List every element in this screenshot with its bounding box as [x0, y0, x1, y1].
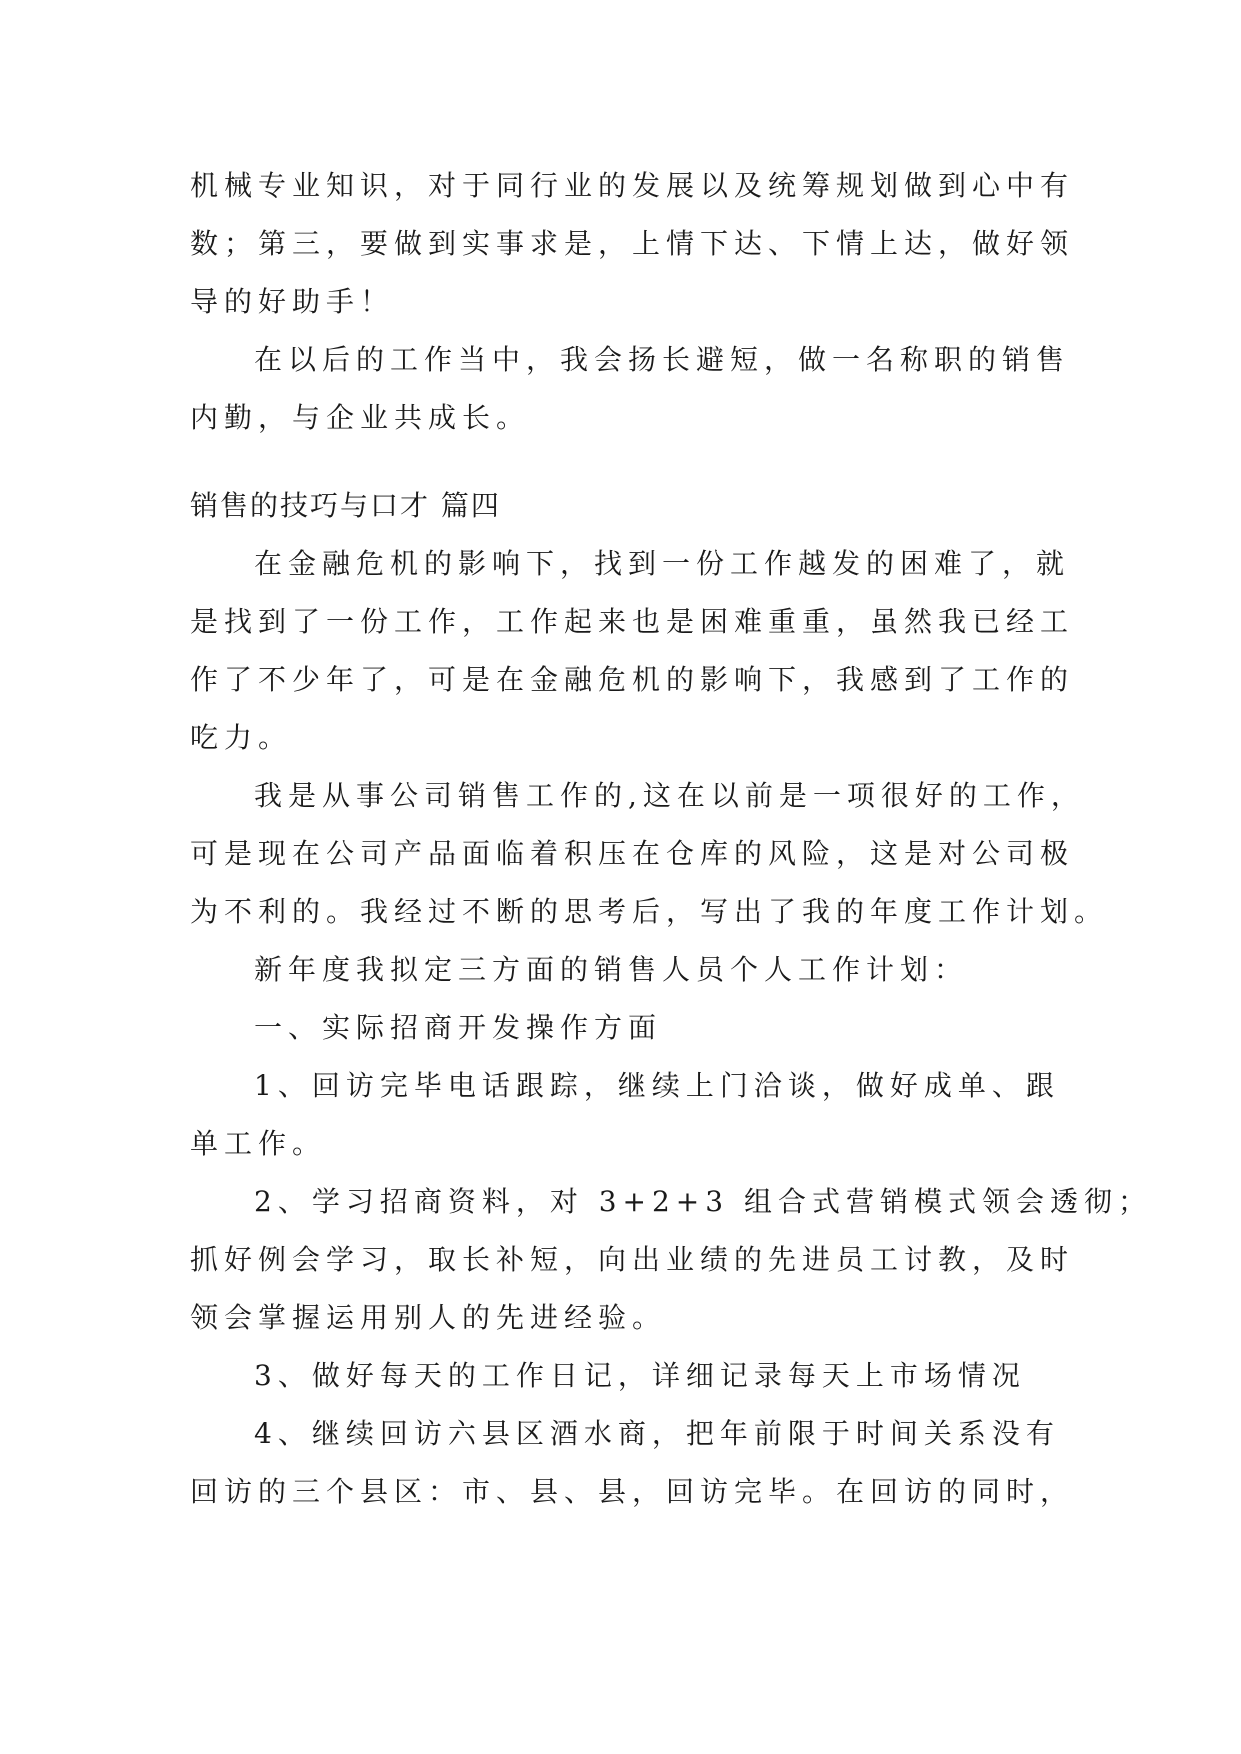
list-item-line: 单工作。 — [190, 1127, 327, 1160]
list-item-line: 3、做好每天的工作日记，详细记录每天上市场情况 — [254, 1359, 1026, 1392]
body-text-line: 是找到了一份工作，工作起来也是困难重重，虽然我已经工 — [190, 605, 1075, 638]
body-text-line: 在金融危机的影响下，找到一份工作越发的困难了，就 — [254, 547, 1071, 580]
list-heading: 一、实际招商开发操作方面 — [254, 1011, 663, 1044]
body-text-line: 可是现在公司产品面临着积压在仓库的风险，这是对公司极 — [190, 837, 1075, 870]
list-item-line: 2、学习招商资料，对 3+2+3 组合式营销模式领会透彻； — [254, 1185, 1152, 1218]
section-heading: 销售的技巧与口才 篇四 — [190, 489, 501, 522]
body-text-line: 吃力。 — [190, 721, 293, 754]
body-text-line: 新年度我拟定三方面的销售人员个人工作计划： — [254, 953, 969, 986]
body-text-line: 在以后的工作当中，我会扬长避短，做一名称职的销售 — [254, 343, 1071, 376]
body-text-line: 我是从事公司销售工作的,这在以前是一项很好的工作， — [254, 779, 1085, 812]
body-text-line: 导的好助手！ — [190, 285, 395, 318]
body-text-line: 数；第三，要做到实事求是，上情下达、下情上达，做好领 — [190, 227, 1075, 260]
body-text-line: 为不利的。我经过不断的思考后，写出了我的年度工作计划。 — [190, 895, 1109, 928]
body-text-line: 作了不少年了，可是在金融危机的影响下，我感到了工作的 — [190, 663, 1075, 696]
list-item-line: 领会掌握运用别人的先进经验。 — [190, 1301, 667, 1334]
list-item-line: 抓好例会学习，取长补短，向出业绩的先进员工讨教，及时 — [190, 1243, 1075, 1276]
list-item-line: 回访的三个县区：市、县、县，回访完毕。在回访的同时， — [190, 1475, 1075, 1508]
list-item-line: 4、继续回访六县区酒水商，把年前限于时间关系没有 — [254, 1417, 1060, 1450]
list-item-line: 1、回访完毕电话跟踪，继续上门洽谈，做好成单、跟 — [254, 1069, 1060, 1102]
body-text-line: 机械专业知识，对于同行业的发展以及统筹规划做到心中有 — [190, 169, 1075, 202]
body-text-line: 内勤，与企业共成长。 — [190, 401, 531, 434]
